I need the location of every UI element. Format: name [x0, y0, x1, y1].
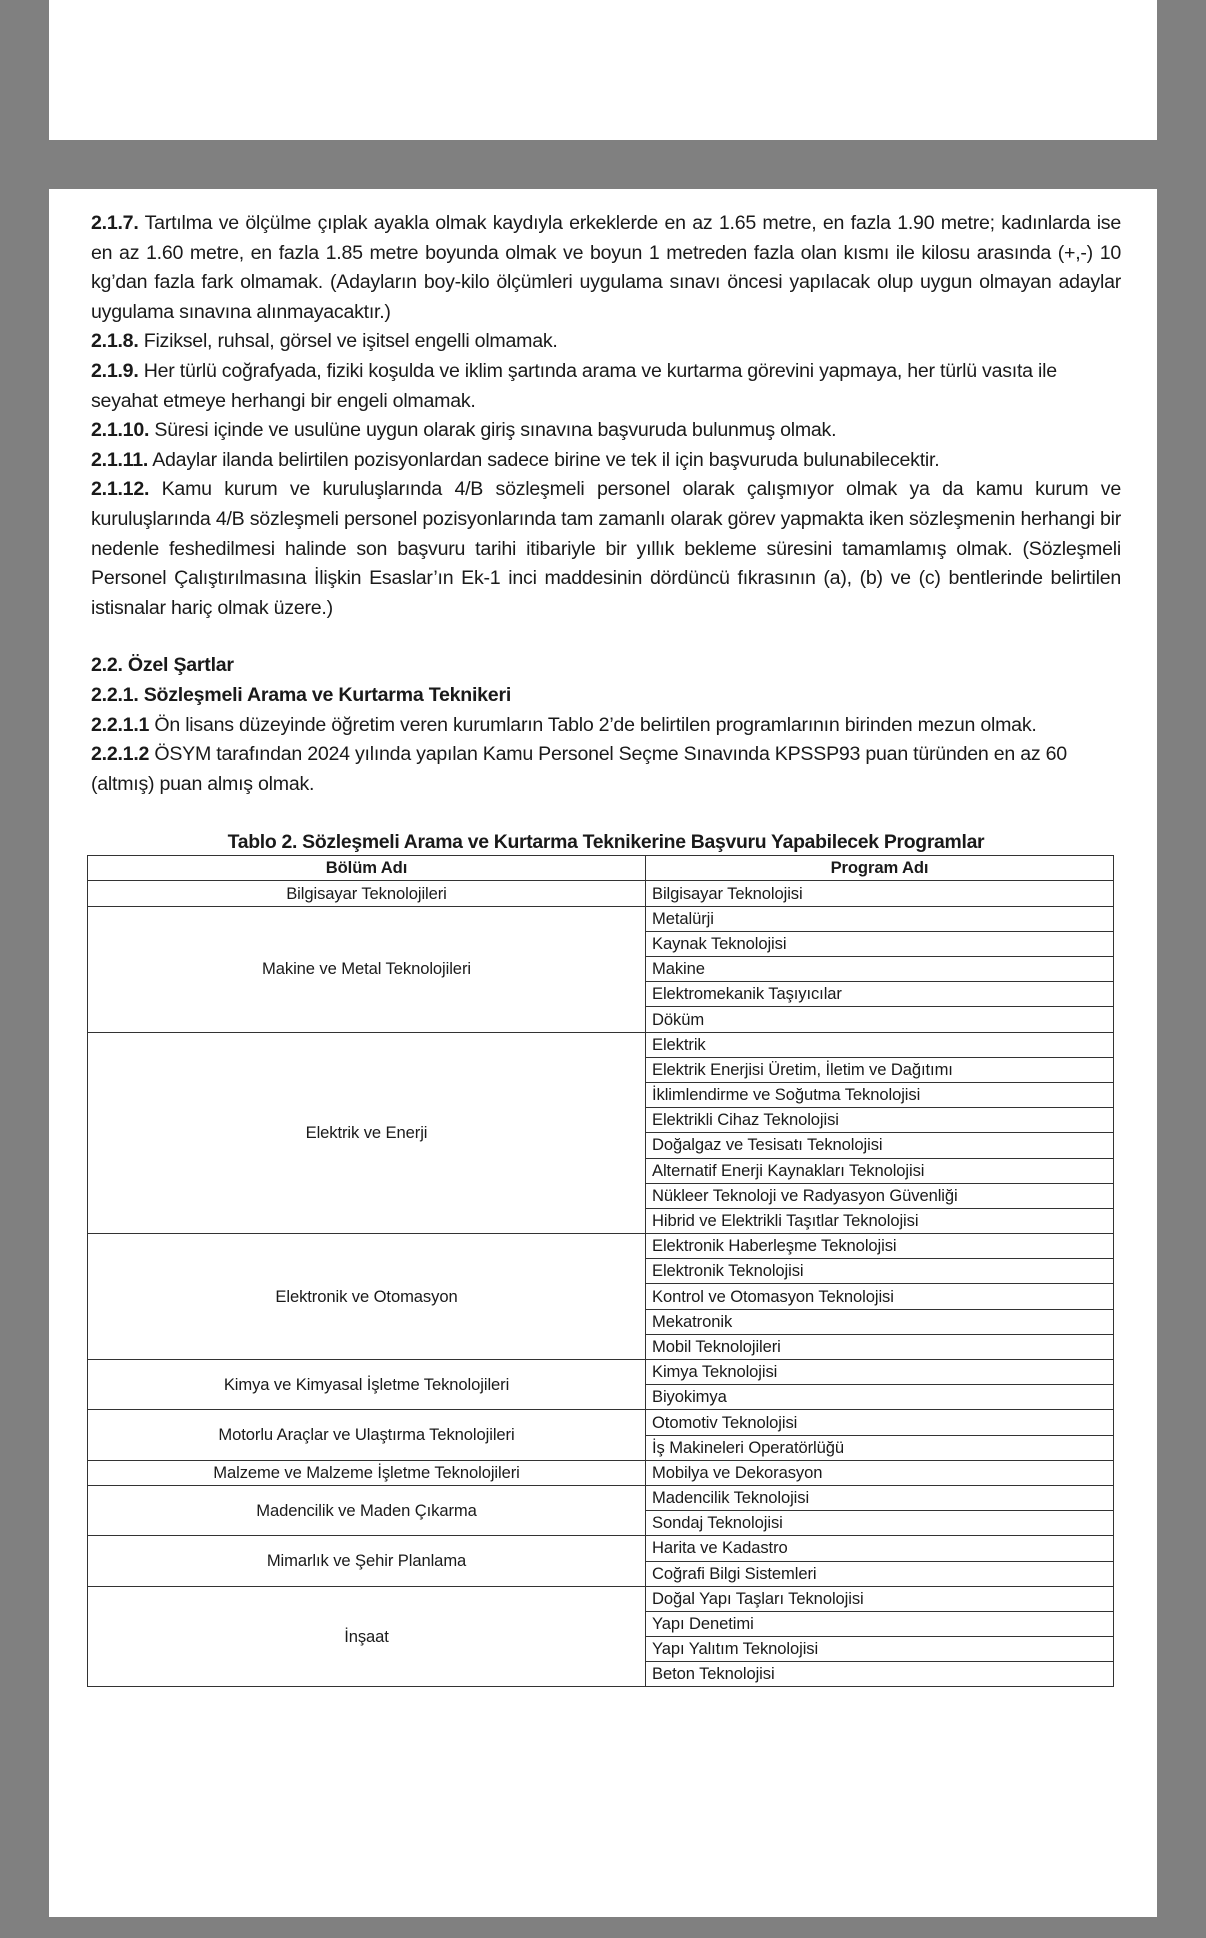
subsection-heading: 2.2.1. Sözleşmeli Arama ve Kurtarma Teknikeri: [91, 683, 512, 706]
paragraph-number: 2.1.9.: [91, 359, 139, 382]
document-page: [49, 189, 1157, 1917]
program-cell: Elektronik Teknolojisi: [646, 1259, 1114, 1284]
program-cell: Elektromekanik Taşıyıcılar: [646, 982, 1114, 1007]
paragraph-text: Tartılma ve ölçülme çıplak ayakla olmak kaydıyla erkeklerde en az 1.65 metre, en fazla 1.90 metre; kadınlarda ise en az 1.60 metre, en fazla 1.85 metre boyunda olmak ve boyun 1 metreden fazla olan kısmı ile kilosu arasında (+,-) 10 kg’dan fazla fark olmamak. (Adayların boy-kilo ölçümleri uygulama sınavı öncesi yapılacak olup uygun olmayan adaylar uygulama sınavına alınmayacaktır.): [91, 212, 1121, 323]
table-row: [88, 881, 1114, 906]
program-cell: Mobilya ve Dekorasyon: [646, 1460, 1114, 1485]
department-cell: Elektronik ve Otomasyon: [88, 1234, 646, 1360]
program-cell: Yapı Denetimi: [646, 1611, 1114, 1636]
department-cell: Makine ve Metal Teknolojileri: [88, 906, 646, 1032]
paragraph-number: 2.1.8.: [91, 330, 139, 353]
section-heading: 2.2. Özel Şartlar: [91, 654, 234, 677]
program-cell: Elektronik Haberleşme Teknolojisi: [646, 1234, 1114, 1259]
program-cell: Mekatronik: [646, 1309, 1114, 1334]
special-conditions: [91, 711, 1121, 800]
table-row: [88, 1485, 1114, 1510]
department-cell: Mimarlık ve Şehir Planlama: [88, 1536, 646, 1586]
program-cell: Beton Teknolojisi: [646, 1662, 1114, 1687]
program-cell: Biyokimya: [646, 1385, 1114, 1410]
paragraph-number: 2.1.7.: [91, 212, 139, 234]
table-row: [88, 1460, 1114, 1485]
program-cell: Sondaj Teknolojisi: [646, 1511, 1114, 1536]
paragraph-text: Adaylar ilanda belirtilen pozisyonlardan sadece birine ve tek il için başvuruda bulunabilecektir.: [152, 448, 940, 471]
program-cell: Bilgisayar Teknolojisi: [646, 881, 1114, 906]
department-cell: İnşaat: [88, 1586, 646, 1687]
program-cell: Doğalgaz ve Tesisatı Teknolojisi: [646, 1133, 1114, 1158]
program-cell: Nükleer Teknoloji ve Radyasyon Güvenliği: [646, 1183, 1114, 1208]
program-cell: Hibrid ve Elektrikli Taşıtlar Teknolojisi: [646, 1208, 1114, 1233]
program-cell: Kontrol ve Otomasyon Teknolojisi: [646, 1284, 1114, 1309]
department-cell: Bilgisayar Teknolojileri: [88, 881, 646, 906]
program-cell: Doğal Yapı Taşları Teknolojisi: [646, 1586, 1114, 1611]
program-cell: Makine: [646, 957, 1114, 982]
paragraph-number: 2.1.10.: [91, 419, 150, 442]
paragraph-2-1-11: [91, 446, 1121, 476]
paragraph-text: Her türlü coğrafyada, fiziki koşulda ve iklim şartında arama ve kurtarma görevini yapmaya, her türlü vasıta ile seyahat etmeye herhangi bir engeli olmamak.: [91, 359, 1057, 412]
department-cell: Malzeme ve Malzeme İşletme Teknolojileri: [88, 1460, 646, 1485]
table-row: [88, 1410, 1114, 1435]
program-cell: Otomotiv Teknolojisi: [646, 1410, 1114, 1435]
header-department: Bölüm Adı: [88, 856, 646, 881]
programs-table: [87, 855, 1114, 1687]
department-cell: Madencilik ve Maden Çıkarma: [88, 1485, 646, 1535]
paragraph-text: Ön lisans düzeyinde öğretim veren kurumların Tablo 2’de belirtilen programlarının birinden mezun olmak.: [154, 713, 1037, 736]
program-cell: Coğrafi Bilgi Sistemleri: [646, 1561, 1114, 1586]
program-cell: Döküm: [646, 1007, 1114, 1032]
table-row: [88, 1360, 1114, 1385]
program-cell: Kimya Teknolojisi: [646, 1360, 1114, 1385]
program-cell: Kaynak Teknolojisi: [646, 931, 1114, 956]
paragraph-number: 2.2.1.1: [91, 713, 150, 736]
paragraph-2-1-9: [91, 357, 1121, 416]
program-cell: Elektrik: [646, 1032, 1114, 1057]
paragraph-2-1-7: [91, 209, 1121, 327]
paragraph-text: ÖSYM tarafından 2024 yılında yapılan Kamu Personel Seçme Sınavında KPSSP93 puan türünden en az 60 (altmış) puan almış olmak.: [91, 743, 1067, 795]
table-row: [88, 906, 1114, 931]
table-title: Tablo 2. Sözleşmeli Arama ve Kurtarma Teknikerine Başvuru Yapabilecek Programlar: [227, 831, 985, 854]
paragraph-number: 2.1.11.: [91, 448, 149, 471]
program-cell: Mobil Teknolojileri: [646, 1334, 1114, 1359]
program-cell: Harita ve Kadastro: [646, 1536, 1114, 1561]
table-row: [88, 1234, 1114, 1259]
header-program: Program Adı: [646, 856, 1114, 881]
program-cell: Metalürji: [646, 906, 1114, 931]
paragraph-2-1-8: [91, 327, 1121, 357]
paragraph-2-1-10: [91, 416, 1121, 446]
paragraph-2-1-12: [91, 475, 1121, 623]
paragraph-text: Fiziksel, ruhsal, görsel ve işitsel engelli olmamak.: [143, 330, 558, 353]
program-cell: İklimlendirme ve Soğutma Teknolojisi: [646, 1082, 1114, 1107]
program-cell: Elektrik Enerjisi Üretim, İletim ve Dağıtımı: [646, 1057, 1114, 1082]
program-cell: Madencilik Teknolojisi: [646, 1485, 1114, 1510]
general-conditions: [91, 209, 1121, 623]
paragraph-text: Kamu kurum ve kuruluşlarında 4/B sözleşmeli personel olarak çalışmıyor olmak ya da kamu kurum ve kuruluşlarında 4/B sözleşmeli personel pozisyonlarında tam zamanlı olarak görev yapmakta iken sözleşmenin herhangi bir nedenle feshedilmesi halinde son başvuru tarihi itibariyle bir yıllık bekleme süresini tamamlamış olmak. (Sözleşmeli Personel Çalıştırılmasına İlişkin Esaslar’ın Ek-1 inci maddesinin dördüncü fıkrasının (a), (b) ve (c) bentlerinde belirtilen istisnalar hariç olmak üzere.): [91, 478, 1121, 619]
table-row: [88, 1032, 1114, 1057]
page-content: [91, 209, 1121, 1687]
table-row: [88, 1586, 1114, 1611]
table-header-row: [88, 856, 1114, 881]
previous-page-fragment: [49, 0, 1157, 140]
department-cell: Motorlu Araçlar ve Ulaştırma Teknolojileri: [88, 1410, 646, 1460]
program-cell: Yapı Yalıtım Teknolojisi: [646, 1637, 1114, 1662]
department-cell: Elektrik ve Enerji: [88, 1032, 646, 1234]
department-cell: Kimya ve Kimyasal İşletme Teknolojileri: [88, 1360, 646, 1410]
paragraph-text: Süresi içinde ve usulüne uygun olarak giriş sınavına başvuruda bulunmuş olmak.: [154, 419, 837, 442]
program-cell: İş Makineleri Operatörlüğü: [646, 1435, 1114, 1460]
paragraph-number: 2.1.12.: [91, 478, 150, 501]
table-body: [88, 881, 1114, 1687]
paragraph-number: 2.2.1.2: [91, 743, 150, 766]
program-cell: Alternatif Enerji Kaynakları Teknolojisi: [646, 1158, 1114, 1183]
program-cell: Elektrikli Cihaz Teknolojisi: [646, 1108, 1114, 1133]
table-row: [88, 1536, 1114, 1561]
paragraph-2-2-1-2: [91, 740, 1121, 799]
paragraph-2-2-1-1: [91, 711, 1121, 741]
